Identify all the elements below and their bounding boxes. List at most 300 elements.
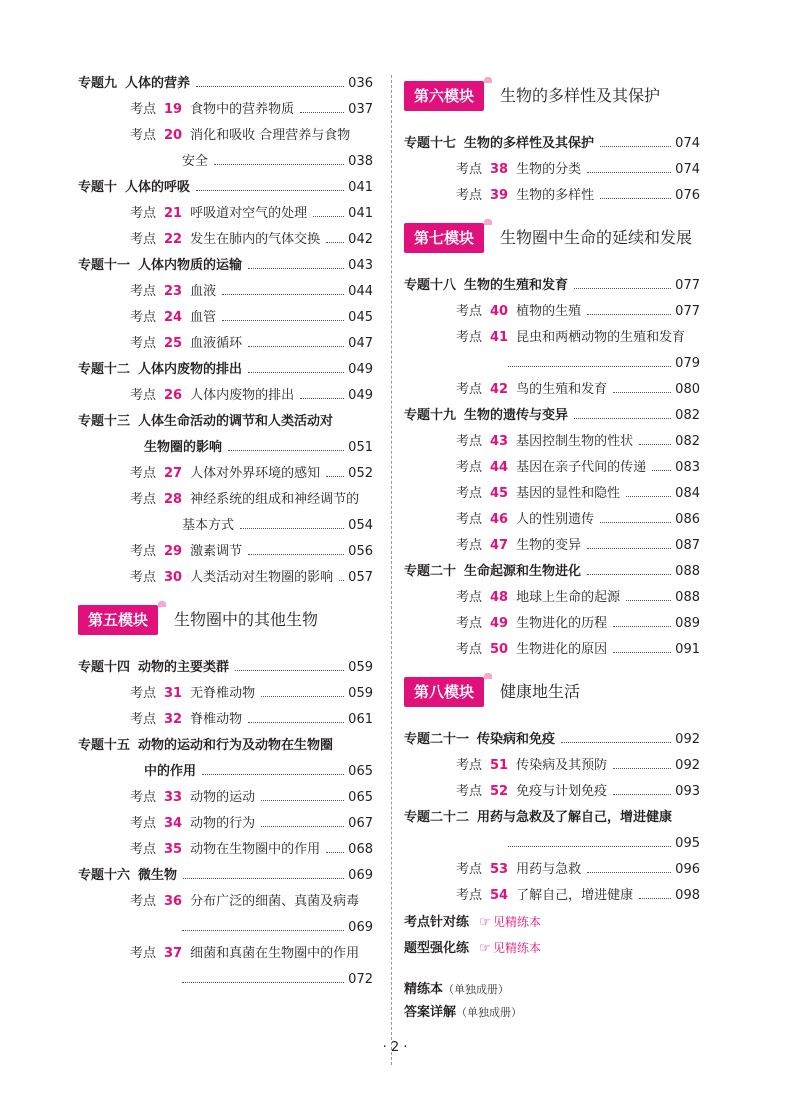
toc-row-label xyxy=(404,909,541,936)
kaodian-prefix: 考点 xyxy=(130,842,157,857)
toc-row-label xyxy=(144,435,222,461)
column-divider xyxy=(391,75,392,1065)
leader-dots xyxy=(300,383,344,399)
page-number-ref: 092 xyxy=(675,732,700,747)
page-number-ref: 041 xyxy=(348,206,373,221)
kaodian-title: 细菌和真菌在生物圈中的作用 xyxy=(190,946,360,961)
toc-row[interactable] xyxy=(78,305,373,331)
leader-dots xyxy=(261,811,344,827)
kaodian-prefix: 考点 xyxy=(456,434,483,449)
page-number-ref: 077 xyxy=(675,278,700,293)
toc-row-label xyxy=(78,733,333,759)
kaodian-prefix: 考点 xyxy=(456,162,483,177)
kaodian-prefix: 考点 xyxy=(130,946,157,961)
toc-row[interactable] xyxy=(78,409,373,435)
toc-row-label xyxy=(404,273,568,299)
page-number-ref: 079 xyxy=(675,356,700,371)
kaodian-title: 基因控制生物的性状 xyxy=(516,434,634,449)
page-number-ref: 065 xyxy=(348,764,373,779)
toc-row[interactable] xyxy=(78,279,373,305)
kaodian-number: 27 xyxy=(164,466,183,481)
toc-row-label xyxy=(130,305,216,331)
leader-dots xyxy=(587,157,671,173)
topic-title: 人体内物质的运输 xyxy=(138,258,243,273)
leader-dots xyxy=(639,883,671,899)
page-number-ref: 082 xyxy=(675,408,700,423)
kaodian-title: 神经系统的组成和神经调节的 xyxy=(190,492,360,507)
toc-row[interactable] xyxy=(404,403,700,429)
leader-dots xyxy=(183,863,344,879)
kaodian-prefix: 考点 xyxy=(456,382,483,397)
kaodian-prefix: 考点 xyxy=(456,330,483,345)
leader-dots xyxy=(235,655,344,671)
leader-dots xyxy=(240,513,344,529)
kaodian-title: 了解自己，增进健康 xyxy=(516,888,634,903)
toc-row[interactable] xyxy=(78,97,373,123)
toc-row[interactable] xyxy=(78,461,373,487)
topic-title: 生物的多样性及其保护 xyxy=(464,136,595,151)
toc-row-label xyxy=(78,409,333,435)
kaodian-prefix: 考点 xyxy=(130,206,157,221)
kaodian-prefix: 考点 xyxy=(130,284,157,299)
module-header xyxy=(404,677,700,707)
topic-label: 专题二十一 xyxy=(404,732,470,747)
kaodian-number: 32 xyxy=(164,712,183,727)
leader-dots xyxy=(248,331,344,347)
module-title: 生物圈中的其他生物 xyxy=(174,610,319,629)
toc-row[interactable] xyxy=(404,831,700,857)
leader-dots xyxy=(561,727,671,743)
topic-title: 人体的营养 xyxy=(125,76,191,91)
toc-row[interactable] xyxy=(78,759,373,785)
practice-note: 见精练本 xyxy=(493,915,542,929)
topic-title: 动物的运动和行为及动物在生物圈 xyxy=(138,738,334,753)
toc-row[interactable] xyxy=(78,513,373,539)
kaodian-number: 24 xyxy=(164,310,183,325)
toc-row[interactable] xyxy=(404,507,700,533)
kaodian-title: 人的性别遗传 xyxy=(516,512,595,527)
kaodian-prefix: 考点 xyxy=(130,790,157,805)
leader-dots xyxy=(639,429,671,445)
toc-row-label xyxy=(78,655,229,681)
kaodian-title: 脊椎动物 xyxy=(190,712,243,727)
leader-dots xyxy=(326,227,344,243)
kaodian-number: 26 xyxy=(164,388,183,403)
page-number-ref: 092 xyxy=(675,758,700,773)
toc-row[interactable] xyxy=(404,377,700,403)
toc-row-label xyxy=(456,183,594,209)
page-number-ref: 068 xyxy=(348,842,373,857)
toc-row[interactable] xyxy=(404,455,700,481)
toc-row[interactable] xyxy=(78,123,373,149)
topic-title: 生命起源和生物进化 xyxy=(464,564,582,579)
kaodian-number: 45 xyxy=(490,486,509,501)
page-number-ref: 061 xyxy=(348,712,373,727)
toc-row[interactable] xyxy=(404,273,700,299)
toc-row-label xyxy=(130,811,255,837)
kaodian-number: 34 xyxy=(164,816,183,831)
kaodian-prefix: 考点 xyxy=(130,894,157,909)
kaodian-title: 动物在生物圈中的作用 xyxy=(190,842,321,857)
kaodian-title: 人体对外界环境的感知 xyxy=(190,466,321,481)
kaodian-title: 食物中的营养物质 xyxy=(190,102,295,117)
toc-row[interactable] xyxy=(404,429,700,455)
toc-row[interactable] xyxy=(78,487,373,513)
toc-row-label xyxy=(404,727,555,753)
leader-dots xyxy=(313,201,344,217)
kaodian-title: 生物的多样性 xyxy=(516,188,595,203)
kaodian-prefix: 考点 xyxy=(456,188,483,203)
kaodian-title: 人体内废物的排出 xyxy=(190,388,295,403)
kaodian-prefix: 考点 xyxy=(130,492,157,507)
kaodian-number: 43 xyxy=(490,434,509,449)
kaodian-prefix: 考点 xyxy=(456,538,483,553)
kaodian-number: 42 xyxy=(490,382,509,397)
toc-row[interactable] xyxy=(78,655,373,681)
toc-row-label xyxy=(130,383,294,409)
topic-title-cont: 中的作用 xyxy=(144,764,197,779)
leader-dots xyxy=(261,785,344,801)
toc-row[interactable] xyxy=(404,611,700,637)
leader-dots xyxy=(339,565,344,581)
kaodian-title: 生物进化的历程 xyxy=(516,616,608,631)
toc-row[interactable] xyxy=(78,915,373,941)
kaodian-number: 48 xyxy=(490,590,509,605)
topic-label: 专题二十二 xyxy=(404,810,470,825)
page-number-ref: 074 xyxy=(675,162,700,177)
toc-row-label xyxy=(404,403,568,429)
booklet-note: （单独成册） xyxy=(443,983,510,996)
toc-row[interactable] xyxy=(78,889,373,915)
toc-row-label xyxy=(404,805,672,831)
toc-row[interactable] xyxy=(404,883,700,909)
kaodian-number: 39 xyxy=(490,188,509,203)
toc-row-label xyxy=(456,637,607,663)
toc-row[interactable] xyxy=(78,837,373,863)
toc-row[interactable] xyxy=(78,681,373,707)
leader-dots xyxy=(626,585,671,601)
toc-row[interactable] xyxy=(78,253,373,279)
toc-row-label xyxy=(456,533,581,559)
topic-label: 专题九 xyxy=(78,76,118,91)
leader-dots xyxy=(600,507,671,523)
kaodian-number: 38 xyxy=(490,162,509,177)
module-badge: 第八模块 xyxy=(404,677,484,707)
kaodian-number: 41 xyxy=(490,330,509,345)
toc-row[interactable] xyxy=(404,481,700,507)
page-number-ref: 043 xyxy=(348,258,373,273)
toc-row-label xyxy=(78,71,190,97)
toc-row-label xyxy=(130,487,359,513)
toc-row[interactable] xyxy=(404,857,700,883)
module-badge-tab xyxy=(484,219,492,225)
leader-dots xyxy=(587,559,671,575)
leader-dots xyxy=(326,461,344,477)
toc-row[interactable] xyxy=(404,325,700,351)
toc-row[interactable] xyxy=(78,539,373,565)
kaodian-number: 22 xyxy=(164,232,183,247)
leader-dots xyxy=(248,707,344,723)
kaodian-title: 昆虫和两栖动物的生殖和发育 xyxy=(516,330,686,345)
toc-row[interactable] xyxy=(78,331,373,357)
page-number-ref: 049 xyxy=(348,362,373,377)
pointing-hand-icon: ☞ xyxy=(479,941,491,956)
page-number-ref: 069 xyxy=(348,868,373,883)
toc-row-label xyxy=(456,157,581,183)
module-title: 生物圈中生命的延续和发展 xyxy=(500,228,693,247)
page-number-ref: 089 xyxy=(675,616,700,631)
kaodian-title: 动物的运动 xyxy=(190,790,256,805)
kaodian-title: 消化和吸收 合理营养与食物 xyxy=(190,128,351,143)
leader-dots xyxy=(300,97,344,113)
toc-row-label xyxy=(404,1000,522,1026)
toc-row[interactable] xyxy=(404,637,700,663)
kaodian-prefix: 考点 xyxy=(456,862,483,877)
leader-dots xyxy=(587,857,671,873)
toc-row-label xyxy=(130,331,242,357)
kaodian-prefix: 考点 xyxy=(130,336,157,351)
toc-row-label xyxy=(130,97,294,123)
toc-row[interactable] xyxy=(78,71,373,97)
module-badge: 第七模块 xyxy=(404,223,484,253)
page-number-ref: 059 xyxy=(348,660,373,675)
toc-row[interactable] xyxy=(78,149,373,175)
page-number-ref: 093 xyxy=(675,784,700,799)
leader-dots xyxy=(248,539,344,555)
page-number-ref: 080 xyxy=(675,382,700,397)
leader-dots xyxy=(613,637,671,653)
page-number-ref: 086 xyxy=(675,512,700,527)
practice-label: 考点针对练 xyxy=(404,915,470,930)
toc-row[interactable] xyxy=(404,805,700,831)
toc-row[interactable] xyxy=(404,299,700,325)
kaodian-prefix: 考点 xyxy=(456,616,483,631)
page-number-ref: 052 xyxy=(348,466,373,481)
kaodian-number: 20 xyxy=(164,128,183,143)
kaodian-number: 47 xyxy=(490,538,509,553)
kaodian-title: 生物的变异 xyxy=(516,538,582,553)
kaodian-number: 21 xyxy=(164,206,183,221)
toc-row[interactable] xyxy=(78,201,373,227)
module-title: 生物的多样性及其保护 xyxy=(500,86,661,105)
topic-label: 专题十五 xyxy=(78,738,131,753)
kaodian-number: 30 xyxy=(164,570,183,585)
module-badge-tab xyxy=(158,601,166,607)
kaodian-title: 生物进化的原因 xyxy=(516,642,608,657)
toc-row-label xyxy=(130,123,350,149)
toc-row-label xyxy=(404,559,581,585)
kaodian-prefix: 考点 xyxy=(456,590,483,605)
toc-row[interactable] xyxy=(78,733,373,759)
topic-label: 专题二十 xyxy=(404,564,457,579)
page-number-ref: 067 xyxy=(348,816,373,831)
topic-label: 专题十一 xyxy=(78,258,131,273)
leader-dots xyxy=(652,455,671,471)
topic-title: 人体内废物的排出 xyxy=(138,362,243,377)
toc-row[interactable] xyxy=(78,967,373,993)
module-badge: 第五模块 xyxy=(78,605,158,635)
toc-row-label xyxy=(78,175,190,201)
toc-row-label xyxy=(130,681,255,707)
toc-row[interactable] xyxy=(78,383,373,409)
toc-row[interactable] xyxy=(404,131,700,157)
kaodian-number: 29 xyxy=(164,544,183,559)
topic-label: 专题十二 xyxy=(78,362,131,377)
kaodian-number: 52 xyxy=(490,784,509,799)
page-number-ref: 057 xyxy=(348,570,373,585)
topic-title: 传染病和免疫 xyxy=(477,732,556,747)
module-title: 健康地生活 xyxy=(500,682,581,701)
topic-title: 生物的遗传与变异 xyxy=(464,408,569,423)
toc-row-label xyxy=(456,883,633,909)
kaodian-prefix: 考点 xyxy=(456,784,483,799)
kaodian-prefix: 考点 xyxy=(130,388,157,403)
leader-dots xyxy=(613,779,671,795)
topic-label: 专题十八 xyxy=(404,278,457,293)
kaodian-title: 血液循环 xyxy=(190,336,243,351)
kaodian-title: 用药与急救 xyxy=(516,862,582,877)
toc-row-label xyxy=(130,461,320,487)
leader-dots xyxy=(587,299,671,315)
toc-row[interactable] xyxy=(78,941,373,967)
toc-row-label xyxy=(182,149,208,175)
leader-dots xyxy=(261,681,344,697)
toc-row[interactable] xyxy=(404,779,700,805)
page-number-ref: 082 xyxy=(675,434,700,449)
page-number-ref: 087 xyxy=(675,538,700,553)
toc-row[interactable] xyxy=(78,175,373,201)
topic-label: 专题十九 xyxy=(404,408,457,423)
leader-dots xyxy=(326,837,344,853)
page-number-ref: 072 xyxy=(348,972,373,987)
kaodian-prefix: 考点 xyxy=(130,570,157,585)
leader-dots xyxy=(222,279,344,295)
page-number-ref: 074 xyxy=(675,136,700,151)
topic-label: 专题十三 xyxy=(78,414,131,429)
toc-row-label xyxy=(78,357,242,383)
topic-title-cont: 生物圈的影响 xyxy=(144,440,223,455)
toc-row[interactable] xyxy=(78,863,373,889)
topic-title: 生物的生殖和发育 xyxy=(464,278,569,293)
kaodian-number: 37 xyxy=(164,946,183,961)
toc-row[interactable] xyxy=(78,811,373,837)
toc-row-label xyxy=(130,707,242,733)
leader-dots xyxy=(600,183,671,199)
toc-row[interactable] xyxy=(78,565,373,591)
toc-row-label xyxy=(456,325,685,351)
toc-row[interactable] xyxy=(404,351,700,377)
toc-row[interactable] xyxy=(404,533,700,559)
toc-row[interactable] xyxy=(404,585,700,611)
kaodian-number: 28 xyxy=(164,492,183,507)
kaodian-title: 鸟的生殖和发育 xyxy=(516,382,608,397)
kaodian-title: 发生在肺内的气体交换 xyxy=(190,232,321,247)
kaodian-number: 46 xyxy=(490,512,509,527)
toc-row-label xyxy=(456,429,633,455)
page-number-ref: 088 xyxy=(675,590,700,605)
page-number-ref: 038 xyxy=(348,154,373,169)
page-number-ref: 059 xyxy=(348,686,373,701)
kaodian-title: 免疫与计划免疫 xyxy=(516,784,608,799)
page-number-ref: 041 xyxy=(348,180,373,195)
toc-row[interactable] xyxy=(404,909,700,935)
toc-row-label xyxy=(456,507,594,533)
leader-dots xyxy=(202,759,344,775)
kaodian-number: 23 xyxy=(164,284,183,299)
page-number-ref: 042 xyxy=(348,232,373,247)
toc-row[interactable] xyxy=(78,227,373,253)
toc-row[interactable] xyxy=(404,1000,700,1026)
toc-row[interactable] xyxy=(78,435,373,461)
toc-row-label xyxy=(182,513,234,539)
page-number: · 2 · xyxy=(382,1040,408,1055)
topic-title: 微生物 xyxy=(138,868,178,883)
kaodian-title: 呼吸道对空气的处理 xyxy=(190,206,308,221)
kaodian-prefix: 考点 xyxy=(130,102,157,117)
kaodian-number: 25 xyxy=(164,336,183,351)
booklet-note: （单独成册） xyxy=(456,1006,523,1019)
leader-dots xyxy=(228,435,344,451)
toc-row[interactable] xyxy=(404,727,700,753)
toc-row[interactable] xyxy=(404,559,700,585)
kaodian-prefix: 考点 xyxy=(130,686,157,701)
kaodian-prefix: 考点 xyxy=(456,304,483,319)
toc-row-label xyxy=(130,565,333,591)
kaodian-prefix: 考点 xyxy=(456,486,483,501)
toc-row-label xyxy=(130,279,216,305)
toc-row[interactable] xyxy=(404,157,700,183)
kaodian-prefix: 考点 xyxy=(130,544,157,559)
page-number-ref: 045 xyxy=(348,310,373,325)
toc-row[interactable] xyxy=(78,357,373,383)
toc-row-label xyxy=(130,785,255,811)
topic-label: 专题十七 xyxy=(404,136,457,151)
topic-title: 用药与急救及了解自己，增进健康 xyxy=(477,810,673,825)
kaodian-title: 人类活动对生物圈的影响 xyxy=(190,570,334,585)
kaodian-title: 基因的显性和隐性 xyxy=(516,486,621,501)
page-number-ref: 037 xyxy=(348,102,373,117)
topic-label: 专题十四 xyxy=(78,660,131,675)
page-number-ref: 069 xyxy=(348,920,373,935)
kaodian-prefix: 考点 xyxy=(456,888,483,903)
toc-row-label xyxy=(456,857,581,883)
toc-row[interactable] xyxy=(404,935,700,961)
page-number-ref: 051 xyxy=(348,440,373,455)
toc-row-label xyxy=(456,753,607,779)
leader-dots xyxy=(182,967,344,983)
kaodian-title: 血液 xyxy=(190,284,217,299)
leader-dots xyxy=(508,831,671,847)
kaodian-title: 激素调节 xyxy=(190,544,243,559)
toc-row[interactable] xyxy=(404,753,700,779)
leader-dots xyxy=(214,149,344,165)
kaodian-title-cont: 安全 xyxy=(182,154,209,169)
kaodian-number: 44 xyxy=(490,460,509,475)
toc-row[interactable] xyxy=(78,785,373,811)
leader-dots xyxy=(248,253,344,269)
kaodian-number: 49 xyxy=(490,616,509,631)
kaodian-title: 传染病及其预防 xyxy=(516,758,608,773)
page-number-ref: 054 xyxy=(348,518,373,533)
toc-row-label xyxy=(404,935,541,962)
toc-row[interactable] xyxy=(404,183,700,209)
kaodian-number: 19 xyxy=(164,102,183,117)
toc-row[interactable] xyxy=(78,707,373,733)
page-number-ref: 096 xyxy=(675,862,700,877)
kaodian-title: 地球上生命的起源 xyxy=(516,590,621,605)
kaodian-number: 50 xyxy=(490,642,509,657)
kaodian-prefix: 考点 xyxy=(130,310,157,325)
